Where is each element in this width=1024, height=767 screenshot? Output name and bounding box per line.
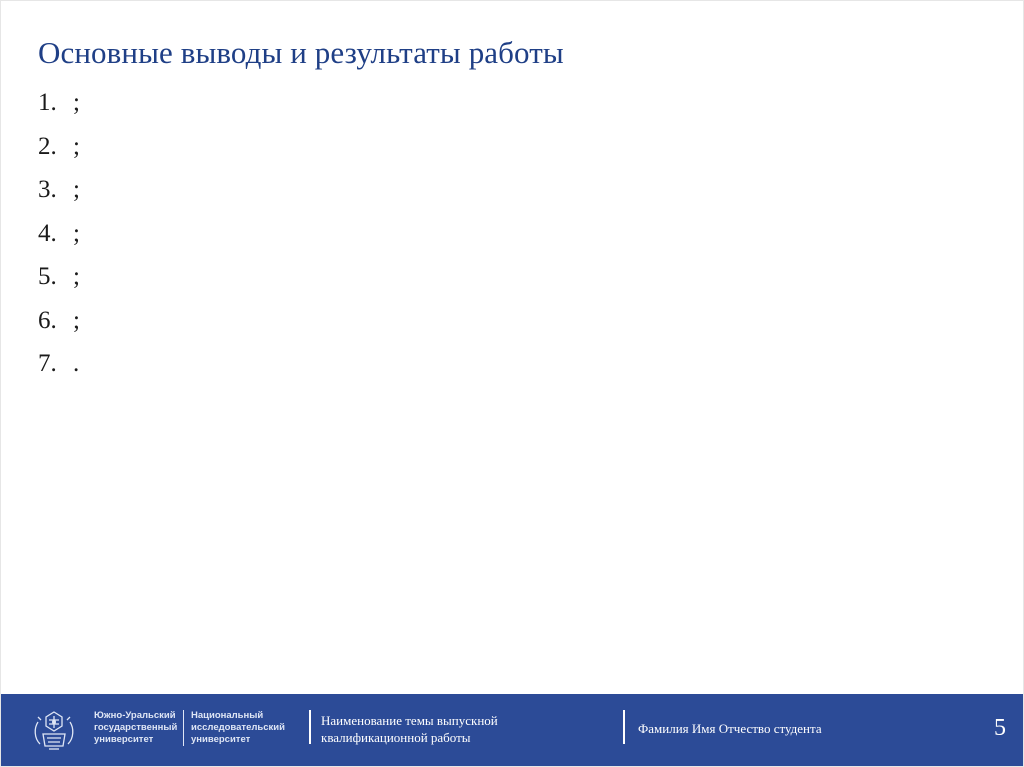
slide-title: Основные выводы и результаты работы: [38, 35, 564, 70]
list-item: [38, 89, 80, 133]
conclusions-list: [38, 89, 80, 394]
list-item-number: 3.: [38, 176, 57, 203]
thesis-topic: Наименование темы выпускной квалификационной работы: [321, 713, 498, 745]
footer-divider: [623, 710, 625, 744]
list-item-text: .: [73, 350, 80, 377]
university-name: Южно-Уральский государственный университет: [94, 710, 178, 745]
list-item: [38, 350, 80, 394]
list-item-text: ;: [73, 263, 80, 290]
footer-divider: [309, 710, 311, 744]
university-status: Национальный исследовательский университет: [191, 710, 285, 745]
list-item-text: ;: [73, 306, 80, 334]
list-item: [38, 263, 80, 307]
list-item-number: 6.: [38, 306, 57, 334]
list-item: [38, 176, 80, 220]
list-item-number: 2.: [38, 132, 57, 160]
list-item: [38, 133, 80, 177]
list-item-text: ;: [73, 89, 80, 116]
list-item-number: 4.: [38, 219, 57, 247]
list-item-number: 7.: [38, 350, 57, 377]
slide-footer: [1, 694, 1023, 766]
list-item-number: 5.: [38, 263, 57, 290]
footer-logo-divider: [183, 710, 184, 746]
student-name: Фамилия Имя Отчество студента: [638, 721, 822, 736]
list-item: [38, 307, 80, 351]
list-item-text: ;: [73, 176, 80, 203]
list-item-number: 1.: [38, 89, 57, 116]
list-item: [38, 220, 80, 264]
university-emblem-icon: [29, 708, 79, 754]
page-number: 5: [994, 715, 1006, 741]
list-item-text: ;: [73, 219, 80, 247]
list-item-text: ;: [73, 132, 80, 160]
